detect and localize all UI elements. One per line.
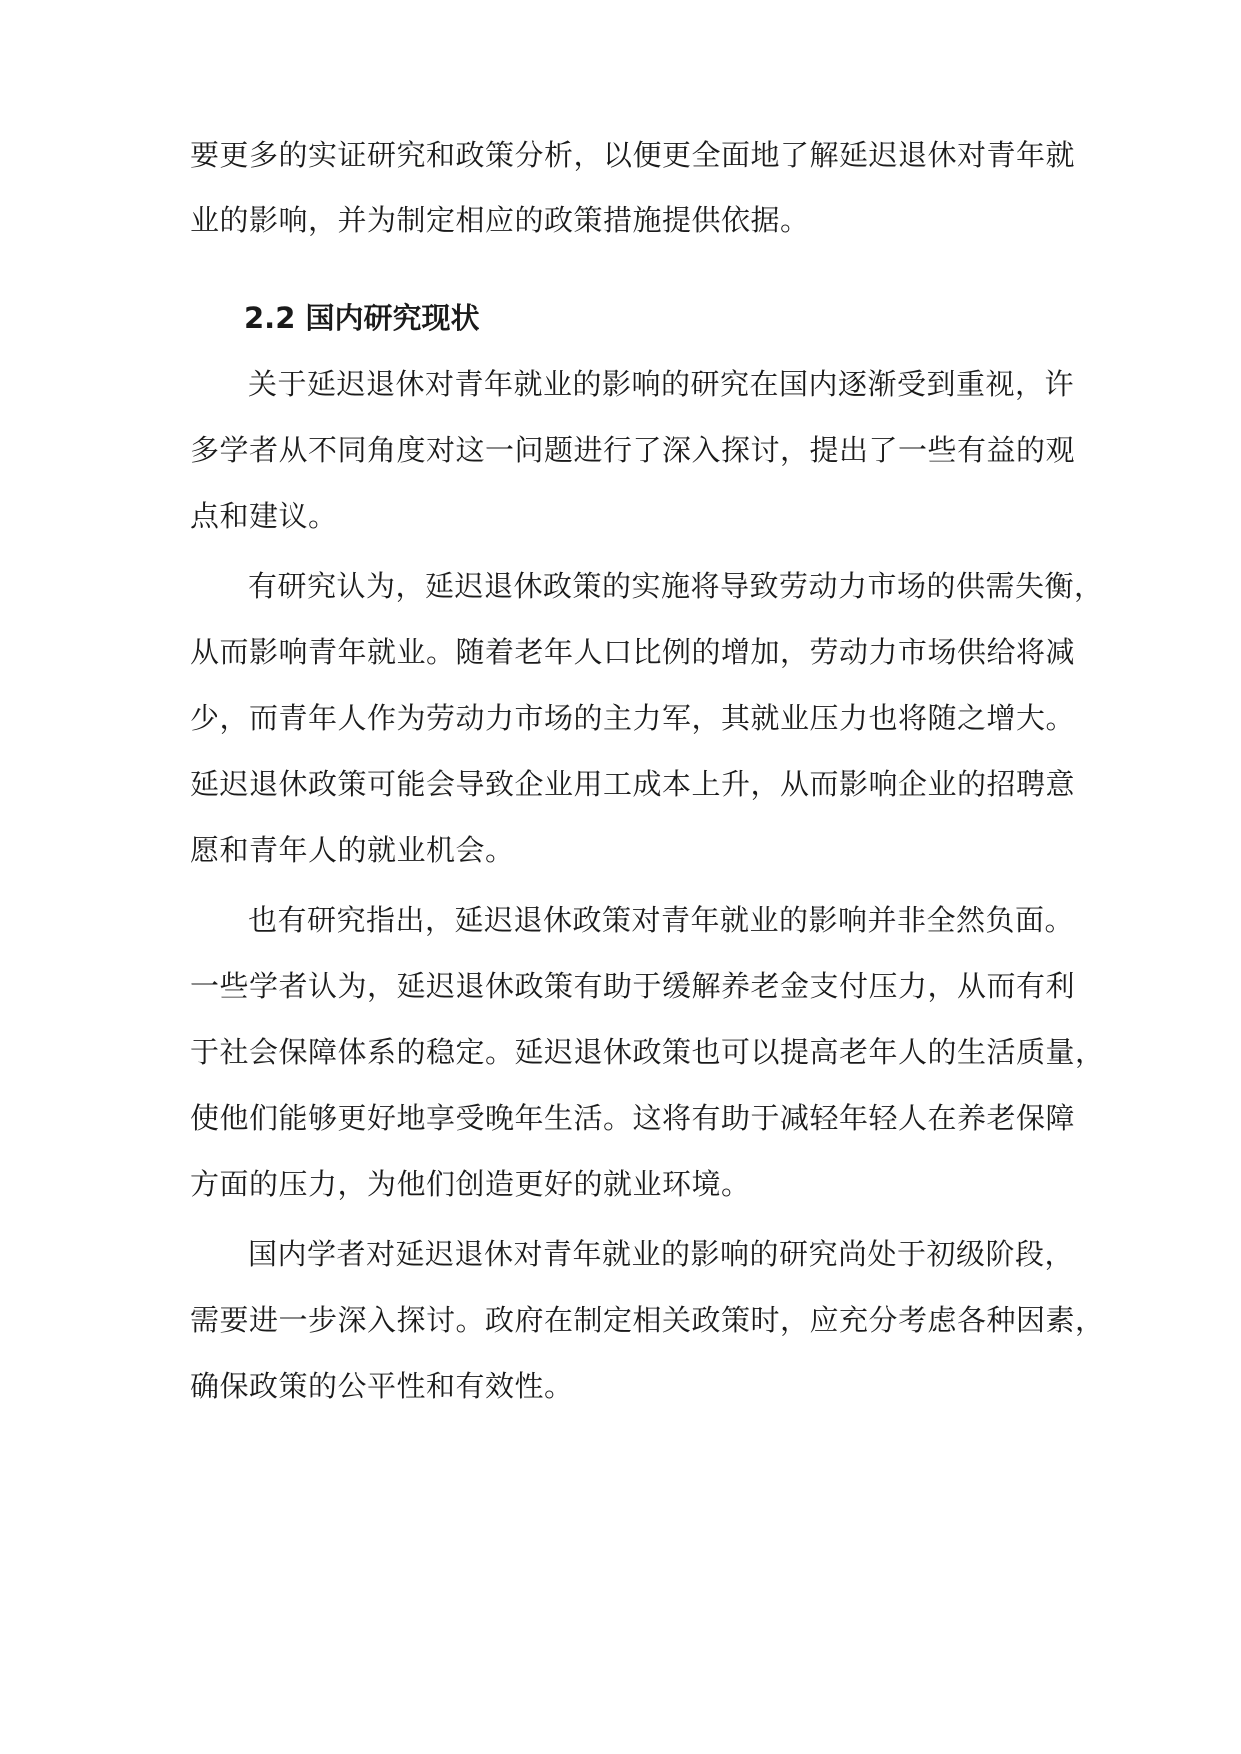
- continuation-line-1: 要更多的实证研究和政策分析，以便更全面地了解延迟退休对青年就: [190, 138, 1076, 172]
- continuation-line-2: 业的影响，并为制定相应的政策措施提供依据。: [190, 203, 810, 237]
- paragraph-1-line-1: 关于延迟退休对青年就业的影响的研究在国内逐渐受到重视，许: [248, 367, 1075, 401]
- paragraph-4-line-2: 需要进一步深入探讨。政府在制定相关政策时，应充分考虑各种因素，: [190, 1303, 1105, 1337]
- paragraph-2-line-1: 有研究认为，延迟退休政策的实施将导致劳动力市场的供需失衡，: [248, 569, 1104, 603]
- paragraph-3-line-5: 方面的压力，为他们创造更好的就业环境。: [190, 1167, 751, 1201]
- paragraph-3-line-1: 也有研究指出，延迟退休政策对青年就业的影响并非全然负面。: [248, 903, 1075, 937]
- section-title: 国内研究现状: [305, 301, 480, 335]
- paragraph-1-line-3: 点和建议。: [190, 499, 338, 533]
- paragraph-3-line-2: 一些学者认为，延迟退休政策有助于缓解养老金支付压力，从而有利: [190, 969, 1076, 1003]
- section-heading: [244, 298, 480, 338]
- section-number: 2.2: [244, 301, 296, 335]
- paragraph-3-line-3: 于社会保障体系的稳定。延迟退休政策也可以提高老年人的生活质量，: [190, 1035, 1105, 1069]
- paragraph-2-line-2: 从而影响青年就业。随着老年人口比例的增加，劳动力市场供给将减: [190, 635, 1076, 669]
- paragraph-2-line-3: 少，而青年人作为劳动力市场的主力军，其就业压力也将随之增大。: [190, 701, 1076, 735]
- paragraph-1-line-2: 多学者从不同角度对这一问题进行了深入探讨，提出了一些有益的观: [190, 433, 1076, 467]
- paragraph-4-line-3: 确保政策的公平性和有效性。: [190, 1369, 574, 1403]
- paragraph-2-line-5: 愿和青年人的就业机会。: [190, 833, 515, 867]
- paragraph-2-line-4: 延迟退休政策可能会导致企业用工成本上升，从而影响企业的招聘意: [190, 767, 1076, 801]
- paragraph-4-line-1: 国内学者对延迟退休对青年就业的影响的研究尚处于初级阶段，: [248, 1237, 1075, 1271]
- paragraph-3-line-4: 使他们能够更好地享受晚年生活。这将有助于减轻年轻人在养老保障: [190, 1101, 1076, 1135]
